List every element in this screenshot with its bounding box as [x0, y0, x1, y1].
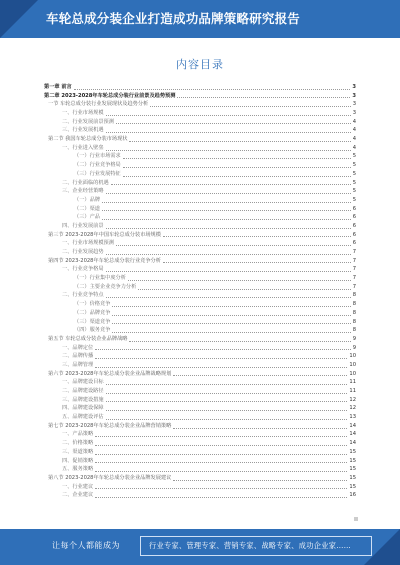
toc-entry-page: 15: [349, 483, 356, 490]
toc-entry-label: 二、企业建议: [62, 492, 94, 499]
toc-entry-label: 一、行业建议: [62, 483, 94, 490]
toc-entry-page: 5: [352, 162, 356, 169]
toc-leader-dots: [129, 141, 350, 142]
toc-leader-dots: [112, 306, 350, 307]
toc-entry[interactable]: [44, 448, 356, 457]
toc-leader-dots: [95, 462, 347, 463]
toc-leader-dots: [102, 202, 351, 203]
toc-entry[interactable]: [44, 83, 356, 92]
toc-entry-label: 三、渠道策略: [62, 448, 94, 455]
toc-entry-label: （三）行业发展特征: [74, 170, 121, 177]
toc-entry[interactable]: [44, 457, 356, 466]
toc-leader-dots: [112, 332, 350, 333]
toc-entry[interactable]: [44, 257, 356, 266]
toc-entry[interactable]: [44, 135, 356, 144]
toc-entry-page: 6: [352, 214, 356, 221]
toc-entry-label: 二、价格策略: [62, 440, 94, 447]
toc-entry-label: 二、品牌传播: [62, 353, 94, 360]
toc-entry-page: 13: [349, 414, 356, 421]
toc-entry-page: 5: [352, 170, 356, 177]
toc-leader-dots: [112, 315, 350, 316]
toc-entry-page: 10: [349, 370, 356, 377]
toc-entry-page: 12: [349, 405, 356, 412]
toc-entry-label: 一、行业竞争格局: [62, 266, 104, 273]
toc-entry-page: 5: [352, 196, 356, 203]
toc-entry-label: （二）品牌竞争: [74, 309, 111, 316]
toc-entry-label: 二、行业竞争特点: [62, 292, 104, 299]
toc-leader-dots: [106, 115, 351, 116]
toc-entry-label: 第八节 2023-2028年车轮总成分装企业品牌发展建议: [48, 474, 172, 481]
toc-entry[interactable]: [44, 231, 356, 240]
toc-entry[interactable]: [44, 431, 356, 440]
toc-entry-page: 4: [352, 127, 356, 134]
toc-entry[interactable]: [44, 491, 356, 500]
toc-entry-page: 6: [352, 240, 356, 247]
toc-entry-page: 12: [349, 396, 356, 403]
toc-entry-page: 8: [352, 327, 356, 334]
toc-entry[interactable]: [44, 396, 356, 405]
toc-entry-label: （一）品牌: [74, 196, 100, 203]
toc-entry-label: 第六节 2023-2028年车轮总成分装企业品牌战略规划: [48, 370, 172, 377]
toc-entry[interactable]: [44, 387, 356, 396]
toc-entry[interactable]: [44, 370, 356, 379]
toc-entry-page: 5: [352, 153, 356, 160]
toc-entry[interactable]: [44, 483, 356, 492]
toc-entry-page: 15: [349, 448, 356, 455]
toc-entry-page: 4: [352, 118, 356, 125]
toc-entry-page: 3: [352, 101, 356, 108]
toc-entry-page: 5: [352, 188, 356, 195]
toc-entry-label: 一、品牌定位: [62, 344, 94, 351]
toc-entry[interactable]: [44, 265, 356, 274]
toc-entry-label: 第二章 2023-2028年车轮总成分装行业前景及趋势预测: [44, 92, 176, 99]
toc-entry-page: 7: [352, 275, 356, 282]
toc-entry-label: （四）服务竞争: [74, 327, 111, 334]
toc-leader-dots: [106, 410, 348, 411]
toc-entry-page: 15: [349, 466, 356, 473]
toc-entry[interactable]: [44, 352, 356, 361]
toc-entry-page: 5: [352, 179, 356, 186]
toc-entry-page: 7: [352, 257, 356, 264]
toc-leader-dots: [112, 323, 350, 324]
header-accent: [0, 0, 38, 38]
toc-entry[interactable]: [44, 318, 356, 327]
toc-entry-label: （三）渠道竞争: [74, 318, 111, 325]
toc-entry-label: 一、行业进入壁垒: [62, 144, 104, 151]
toc-leader-dots: [95, 471, 347, 472]
toc-entry-label: 三、品牌建设措施: [62, 396, 104, 403]
toc-leader-dots: [128, 280, 351, 281]
toc-leader-dots: [95, 497, 347, 498]
toc-leader-dots: [95, 436, 347, 437]
footer-bar: [0, 529, 400, 565]
toc-entry[interactable]: [44, 187, 356, 196]
toc-leader-dots: [177, 97, 350, 98]
toc-leader-dots: [116, 123, 351, 124]
toc-entry-label: 第二节 我国车轮总成分装市场现状: [48, 136, 128, 143]
toc-entry[interactable]: [44, 335, 356, 344]
toc-leader-dots: [95, 367, 347, 368]
toc-entry-label: 四、品牌建设保障: [62, 405, 104, 412]
toc-entry-page: 4: [352, 144, 356, 151]
toc-entry-page: 8: [352, 309, 356, 316]
toc-entry[interactable]: [44, 222, 356, 231]
toc-entry-page: 14: [349, 431, 356, 438]
toc-leader-dots: [116, 245, 351, 246]
toc-entry-page: 8: [352, 292, 356, 299]
toc-leader-dots: [102, 219, 351, 220]
toc-leader-dots: [106, 384, 348, 385]
toc-entry-label: 第一章 前言: [44, 83, 72, 90]
toc-entry-label: 三、品牌管理: [62, 361, 94, 368]
toc-entry-label: 二、行业发展前景预测: [62, 118, 114, 125]
toc-entry-label: 第三节 2023-2028年中国车轮总成分装市场规模: [48, 231, 161, 238]
toc-leader-dots: [102, 210, 351, 211]
header-bar: [0, 0, 400, 38]
toc-entry-label: （二）行业竞争格局: [74, 162, 121, 169]
toc-entry-label: 四、促销策略: [62, 457, 94, 464]
toc-entry-label: 五、服务策略: [62, 466, 94, 473]
toc-entry-page: 14: [349, 422, 356, 429]
toc-entry-label: 一节 车轮总成分装行业发展现状及趋势分析: [48, 101, 149, 108]
toc-leader-dots: [138, 289, 350, 290]
toc-entry[interactable]: [44, 239, 356, 248]
toc-entry-label: 一、产品策略: [62, 431, 94, 438]
toc-entry[interactable]: [44, 205, 356, 214]
toc-leader-dots: [163, 236, 351, 237]
toc-entry-page: 10: [349, 361, 356, 368]
toc-entry-page: 4: [352, 136, 356, 143]
toc-leader-dots: [123, 158, 351, 159]
toc-entry[interactable]: [44, 100, 356, 109]
toc-entry-page: 8: [352, 301, 356, 308]
toc-entry[interactable]: [44, 413, 356, 422]
footer-tagline-box: [140, 536, 372, 556]
footer-tagline: 行业专家、管理专家、营销专家、战略专家、成功企业家……: [149, 541, 352, 550]
toc-entry[interactable]: [44, 404, 356, 413]
toc-entry-page: 6: [352, 222, 356, 229]
toc-entry-label: 二、行业发展趋势: [62, 249, 104, 256]
toc-entry-page: 9: [352, 335, 356, 342]
toc-leader-dots: [106, 150, 351, 151]
toc-leader-dots: [163, 262, 351, 263]
toc-leader-dots: [95, 454, 347, 455]
toc-entry-page: 3: [352, 110, 356, 117]
toc-entry-label: 第四节 2023-2028年车轮总成分装行业竞争分析: [48, 257, 161, 264]
toc-entry-label: （一）行业市场需求: [74, 153, 121, 160]
toc-leader-dots: [106, 297, 351, 298]
toc-entry-page: 15: [349, 457, 356, 464]
toc-entry[interactable]: [44, 300, 356, 309]
toc-leader-dots: [95, 445, 347, 446]
toc-leader-dots: [173, 428, 347, 429]
toc-leader-dots: [95, 358, 347, 359]
toc-entry-label: 一、行业市场规模预测: [62, 240, 114, 247]
footer-slogan: 让每个人都能成为: [52, 541, 120, 550]
toc-leader-dots: [106, 393, 348, 394]
toc-leader-dots: [95, 488, 347, 489]
toc-entry[interactable]: [44, 144, 356, 153]
toc-entry-page: 11: [349, 388, 356, 395]
toc-leader-dots: [173, 480, 347, 481]
toc-entry[interactable]: [44, 326, 356, 335]
toc-entry[interactable]: [44, 283, 356, 292]
toc-leader-dots: [106, 254, 351, 255]
toc-entry[interactable]: [44, 213, 356, 222]
toc-leader-dots: [106, 132, 351, 133]
toc-entry-page: 10: [349, 353, 356, 360]
toc-entry[interactable]: [44, 361, 356, 370]
toc-entry-label: 二、行业面临的机遇: [62, 179, 109, 186]
toc-entry-label: （一）行业集中度分析: [74, 275, 126, 282]
toc-entry-page: 3: [352, 92, 356, 99]
toc-entry-page: 9: [352, 344, 356, 351]
toc-entry[interactable]: [44, 196, 356, 205]
toc-entry-label: （三）产品: [74, 214, 100, 221]
toc-entry[interactable]: [44, 179, 356, 188]
toc-entry-page: 11: [349, 379, 356, 386]
toc-leader-dots: [74, 89, 351, 90]
toc-entry[interactable]: [44, 109, 356, 118]
toc-leader-dots: [173, 375, 347, 376]
toc-entry-label: 四、行业发展前景: [62, 222, 104, 229]
toc-leader-dots: [95, 349, 351, 350]
toc-leader-dots: [123, 167, 351, 168]
footer-accent: [364, 529, 400, 565]
toc-entry[interactable]: [44, 309, 356, 318]
toc-entry-page: 7: [352, 283, 356, 290]
toc-entry-label: 一、行业市场规模: [62, 110, 104, 117]
toc-entry[interactable]: [44, 170, 356, 179]
toc-entry-label: （二）渠道: [74, 205, 100, 212]
toc-entry[interactable]: [44, 465, 356, 474]
toc-entry-label: 一、品牌建设目标: [62, 379, 104, 386]
toc-leader-dots: [106, 193, 351, 194]
toc-entry-label: 五、品牌建设评估: [62, 414, 104, 421]
toc-entry-label: 第七节 2023-2028年车轮总成分装企业品牌营销策略: [48, 422, 172, 429]
toc-leader-dots: [106, 228, 351, 229]
toc-entry-page: 14: [349, 440, 356, 447]
toc-entry[interactable]: [44, 274, 356, 283]
toc-entry-page: 7: [352, 249, 356, 256]
toc-entry[interactable]: [44, 378, 356, 387]
toc-entry-label: 三、企业经营策略: [62, 188, 104, 195]
toc-leader-dots: [129, 341, 350, 342]
toc-entry-page: 7: [352, 266, 356, 273]
toc-entry[interactable]: [44, 422, 356, 431]
toc-entry-label: 三、行业发展机遇: [62, 127, 104, 134]
toc-leader-dots: [123, 176, 351, 177]
toc-entry[interactable]: [44, 292, 356, 301]
toc-entry-page: 6: [352, 205, 356, 212]
toc-leader-dots: [111, 184, 351, 185]
page-marker: [354, 517, 358, 521]
toc-entry[interactable]: [44, 92, 356, 101]
toc-entry-page: 3: [352, 83, 356, 90]
toc-leader-dots: [150, 106, 350, 107]
toc-entry[interactable]: [44, 118, 356, 127]
toc-entry-label: （二）主要企业竞争力分析: [74, 283, 137, 290]
toc-entry-page: 16: [349, 492, 356, 499]
toc-entry[interactable]: [44, 248, 356, 257]
toc-entry[interactable]: [44, 161, 356, 170]
toc-entry[interactable]: [44, 126, 356, 135]
toc-leader-dots: [106, 401, 348, 402]
toc-entry[interactable]: [44, 439, 356, 448]
toc-entry-page: 6: [352, 231, 356, 238]
toc-entry-label: （一）价格竞争: [74, 301, 111, 308]
toc-leader-dots: [106, 419, 348, 420]
toc-heading: 内容目录: [176, 58, 224, 71]
table-of-contents: [44, 83, 356, 500]
toc-entry-page: 8: [352, 318, 356, 325]
toc-entry[interactable]: [44, 153, 356, 162]
toc-entry[interactable]: [44, 474, 356, 483]
toc-entry-page: 15: [349, 474, 356, 481]
toc-leader-dots: [106, 271, 351, 272]
toc-entry-label: 第五节 车轮总成分装企业品牌战略: [48, 335, 128, 342]
toc-entry-label: 二、品牌建设路径: [62, 388, 104, 395]
toc-entry[interactable]: [44, 344, 356, 353]
report-title: 车轮总成分装企业打造成功品牌策略研究报告: [46, 11, 301, 26]
